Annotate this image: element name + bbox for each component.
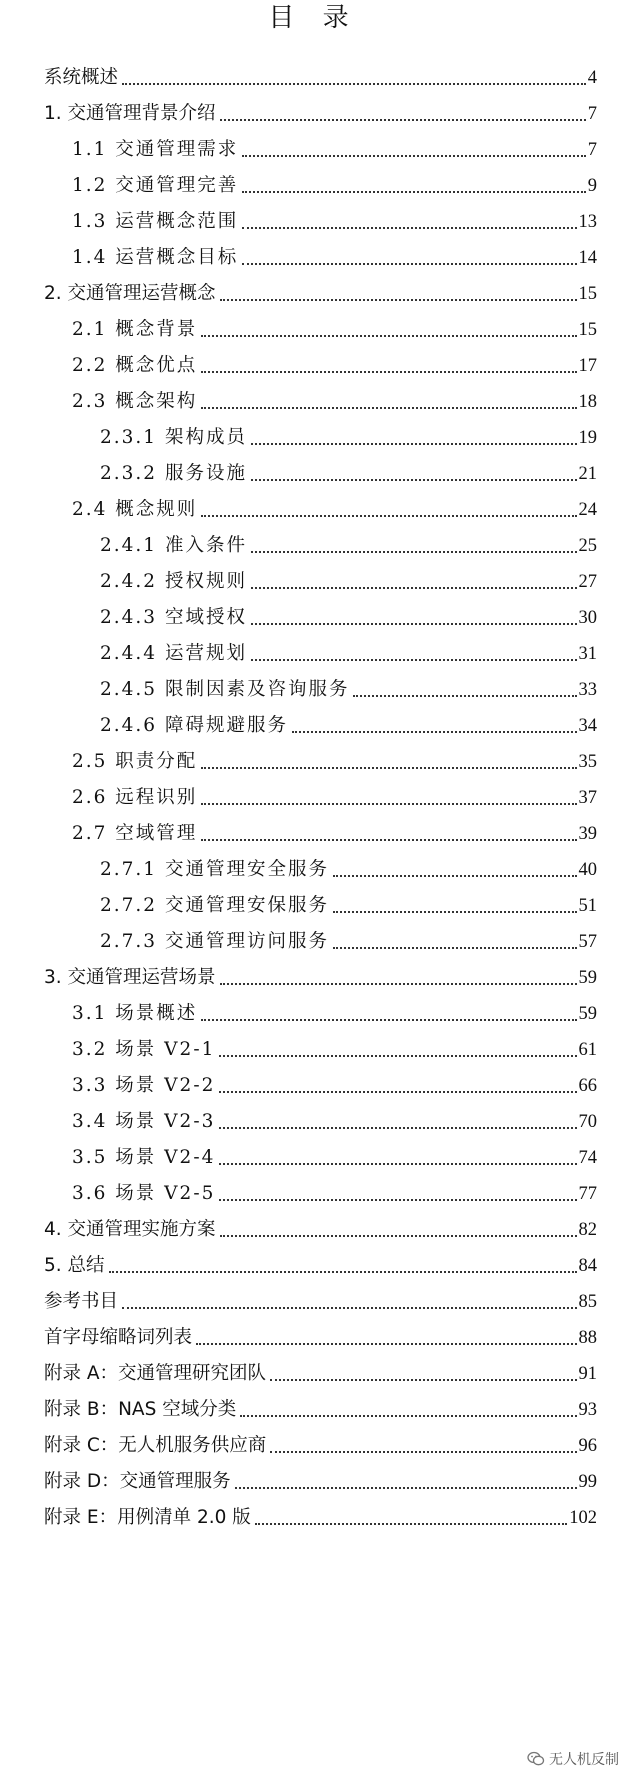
toc-entry-label: 3.6 场景 V2-5: [72, 1183, 216, 1204]
toc-entry-page: 57: [578, 932, 597, 952]
toc-entry[interactable]: [44, 1464, 597, 1494]
toc-entry[interactable]: [100, 672, 597, 702]
toc-leader: [270, 1379, 576, 1381]
toc-leader: [333, 911, 577, 913]
toc-leader: [255, 1523, 567, 1525]
toc-entry-label: 1.2 交通管理完善: [72, 175, 239, 196]
toc-leader: [219, 1163, 576, 1165]
toc-leader: [122, 1307, 576, 1309]
toc-entry-page: 33: [578, 680, 597, 700]
toc-entry-page: 70: [578, 1112, 597, 1132]
toc-entry-page: 59: [578, 968, 597, 988]
toc-entry-page: 85: [578, 1292, 597, 1312]
toc-entry[interactable]: [100, 456, 597, 486]
toc-leader: [251, 659, 577, 661]
toc-entry[interactable]: [44, 1356, 597, 1386]
toc-entry-label: 2.7.2 交通管理安保服务: [100, 895, 329, 916]
toc-entry[interactable]: [100, 708, 597, 738]
toc-entry[interactable]: [100, 564, 597, 594]
toc-entry-page: 39: [578, 824, 597, 844]
toc-entry-label: 3.4 场景 V2-3: [72, 1111, 216, 1132]
toc-entry-page: 7: [587, 104, 597, 124]
page-title: 目 录: [268, 3, 359, 33]
toc-leader: [251, 551, 577, 553]
toc-entry[interactable]: [100, 888, 597, 918]
toc-entry[interactable]: [72, 132, 597, 162]
toc-entry[interactable]: [44, 1212, 597, 1242]
toc-leader: [220, 119, 586, 121]
toc-entry-label: 2.7.3 交通管理访问服务: [100, 931, 329, 952]
toc-entry-page: 99: [578, 1472, 597, 1492]
toc-entry-page: 96: [578, 1436, 597, 1456]
toc-entry[interactable]: [44, 276, 597, 306]
toc-leader: [353, 695, 576, 697]
toc-entry[interactable]: [72, 1176, 597, 1206]
toc-entry-label: 2.4.5 限制因素及咨询服务: [100, 679, 350, 700]
toc-entry[interactable]: [72, 1032, 597, 1062]
toc-entry-page: 4: [587, 68, 597, 88]
toc-entry[interactable]: [44, 96, 597, 126]
toc-entry[interactable]: [72, 1104, 597, 1134]
toc-entry-page: 15: [578, 320, 597, 340]
toc-leader: [220, 299, 577, 301]
toc-leader: [201, 1019, 576, 1021]
toc-leader: [240, 1415, 576, 1417]
toc-entry-page: 21: [578, 464, 597, 484]
toc-leader: [251, 443, 577, 445]
toc-entry[interactable]: [72, 492, 597, 522]
toc-entry[interactable]: [44, 1320, 597, 1350]
toc-entry-label: 附录 E：用例清单 2.0 版: [44, 1507, 251, 1528]
toc-entry-label: 1.1 交通管理需求: [72, 139, 239, 160]
toc-entry-page: 61: [578, 1040, 597, 1060]
toc-entry-label: 2.5 职责分配: [72, 751, 198, 772]
toc-entry-label: 1.3 运营概念范围: [72, 211, 239, 232]
toc-entry[interactable]: [72, 348, 597, 378]
toc-leader: [242, 227, 576, 229]
toc-entry-label: 2.7 空域管理: [72, 823, 198, 844]
toc-entry-label: 1.4 运营概念目标: [72, 247, 239, 268]
toc-entry-label: 3.1 场景概述: [72, 1003, 198, 1024]
toc-entry[interactable]: [100, 924, 597, 954]
toc-entry-page: 77: [578, 1184, 597, 1204]
toc-entry[interactable]: [72, 240, 597, 270]
toc-entry[interactable]: [72, 780, 597, 810]
toc-entry-label: 2.7.1 交通管理安全服务: [100, 859, 329, 880]
toc-leader: [220, 983, 577, 985]
toc-leader: [219, 1055, 576, 1057]
toc-entry-label: 附录 D：交通管理服务: [44, 1471, 231, 1492]
toc-entry-page: 24: [578, 500, 597, 520]
wechat-icon: [527, 1751, 545, 1767]
toc-entry-page: 102: [569, 1508, 597, 1528]
toc-entry-label: 3. 交通管理运营场景: [44, 967, 216, 988]
toc-entry[interactable]: [44, 1248, 597, 1278]
toc-entry-page: 84: [578, 1256, 597, 1276]
toc-leader: [220, 1235, 577, 1237]
toc-entry-page: 37: [578, 788, 597, 808]
toc-entry-page: 30: [578, 608, 597, 628]
toc-entry-label: 首字母缩略词列表: [44, 1327, 193, 1348]
toc-leader: [201, 407, 576, 409]
toc-leader: [196, 1343, 576, 1345]
toc-leader: [270, 1451, 576, 1453]
toc-entry-page: 74: [578, 1148, 597, 1168]
toc-leader: [219, 1091, 576, 1093]
toc-leader: [242, 155, 585, 157]
toc-entry[interactable]: [100, 600, 597, 630]
toc-entry-label: 参考书目: [44, 1291, 119, 1312]
toc-entry-page: 17: [578, 356, 597, 376]
toc-entry[interactable]: [72, 996, 597, 1026]
toc-entry-label: 4. 交通管理实施方案: [44, 1219, 216, 1240]
toc-entry[interactable]: [100, 420, 597, 450]
toc-entry[interactable]: [72, 384, 597, 414]
toc-leader: [251, 587, 577, 589]
toc-entry-label: 附录 B：NAS 空域分类: [44, 1399, 237, 1420]
toc-entry-page: 25: [578, 536, 597, 556]
toc-entry[interactable]: [44, 1392, 597, 1422]
toc-entry-page: 14: [578, 248, 597, 268]
toc-leader: [122, 83, 586, 85]
toc-entry-page: 13: [578, 212, 597, 232]
toc-leader: [201, 335, 576, 337]
toc-leader: [109, 1271, 577, 1273]
toc-entry[interactable]: [44, 1500, 597, 1530]
toc-leader: [219, 1127, 576, 1129]
toc-leader: [333, 947, 577, 949]
toc-entry-page: 51: [578, 896, 597, 916]
toc-entry[interactable]: [100, 528, 597, 558]
toc-leader: [201, 371, 576, 373]
toc-leader: [251, 479, 577, 481]
toc-entry-page: 27: [578, 572, 597, 592]
toc-entry[interactable]: [72, 816, 597, 846]
toc-entry-label: 2.6 远程识别: [72, 787, 198, 808]
toc-leader: [201, 515, 576, 517]
toc-entry[interactable]: [44, 1428, 597, 1458]
toc-entry-page: 93: [578, 1400, 597, 1420]
toc-leader: [219, 1199, 576, 1201]
toc-entry-label: 附录 C：无人机服务供应商: [44, 1435, 267, 1456]
toc-entry[interactable]: [44, 1284, 597, 1314]
toc-entry-page: 34: [578, 716, 597, 736]
toc-entry-label: 2.3.2 服务设施: [100, 463, 247, 484]
toc-leader: [333, 875, 577, 877]
toc-entry-page: 19: [578, 428, 597, 448]
toc-entry-label: 附录 A：交通管理研究团队: [44, 1363, 267, 1384]
toc-entry[interactable]: [72, 1140, 597, 1170]
toc-entry[interactable]: [44, 60, 597, 90]
toc-leader: [201, 803, 576, 805]
toc-entry-page: 15: [578, 284, 597, 304]
toc-entry-label: 2.3.1 架构成员: [100, 427, 247, 448]
toc-entry[interactable]: [72, 1068, 597, 1098]
toc-entry-page: 66: [578, 1076, 597, 1096]
watermark-text: 无人机反制: [549, 1752, 619, 1768]
toc-entry[interactable]: [100, 636, 597, 666]
toc-entry-label: 1. 交通管理背景介绍: [44, 103, 216, 124]
toc-entry-label: 3.3 场景 V2-2: [72, 1075, 216, 1096]
toc-entry-page: 82: [578, 1220, 597, 1240]
toc-entry[interactable]: [72, 204, 597, 234]
toc-leader: [292, 731, 577, 733]
toc-leader: [201, 839, 576, 841]
toc-leader: [251, 623, 577, 625]
toc-entry[interactable]: [100, 852, 597, 882]
toc-leader: [242, 263, 576, 265]
toc-entry-label: 2.4.2 授权规则: [100, 571, 247, 592]
toc-entry-page: 40: [578, 860, 597, 880]
toc-entry[interactable]: [72, 312, 597, 342]
toc-entry-label: 3.5 场景 V2-4: [72, 1147, 216, 1168]
toc-entry-page: 31: [578, 644, 597, 664]
toc-entry-label: 2.2 概念优点: [72, 355, 198, 376]
toc-entry-page: 91: [578, 1364, 597, 1384]
toc-entry-page: 7: [587, 140, 597, 160]
toc-entry-label: 2.4.4 运营规划: [100, 643, 247, 664]
toc-leader: [242, 191, 585, 193]
toc-leader: [235, 1487, 577, 1489]
toc-entry[interactable]: [44, 960, 597, 990]
toc-entry-page: 88: [578, 1328, 597, 1348]
toc-entry-page: 59: [578, 1004, 597, 1024]
toc-entry-label: 2.4.1 准入条件: [100, 535, 247, 556]
toc-entry-label: 2.4.3 空域授权: [100, 607, 247, 628]
toc-entry-label: 2. 交通管理运营概念: [44, 283, 216, 304]
toc-entry-page: 35: [578, 752, 597, 772]
toc-entry-label: 2.4 概念规则: [72, 499, 198, 520]
watermark: [523, 1747, 623, 1771]
toc-entry-label: 2.1 概念背景: [72, 319, 198, 340]
toc-entry[interactable]: [72, 168, 597, 198]
toc-entry-page: 9: [587, 176, 597, 196]
toc-entry-label: 5. 总结: [44, 1255, 105, 1276]
toc-entry-label: 系统概述: [44, 67, 119, 88]
toc-leader: [201, 767, 576, 769]
toc-entry-label: 2.4.6 障碍规避服务: [100, 715, 288, 736]
toc-entry-label: 2.3 概念架构: [72, 391, 198, 412]
toc-entry-page: 18: [578, 392, 597, 412]
toc-entry-label: 3.2 场景 V2-1: [72, 1039, 216, 1060]
toc-entry[interactable]: [72, 744, 597, 774]
